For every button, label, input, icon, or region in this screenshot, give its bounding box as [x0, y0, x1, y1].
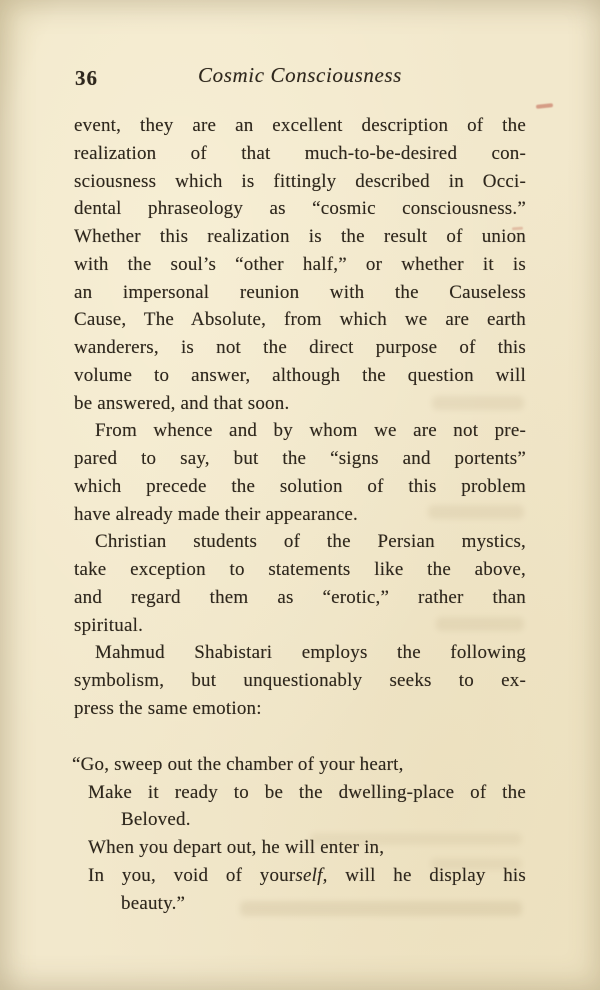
- text-line: Whether this realization is the result of union: [74, 226, 526, 247]
- poem-text: beauty.”: [121, 892, 186, 914]
- text-line: From whence and by whom we are not pre-: [95, 420, 526, 442]
- text-line: event, they are an excellent description of the: [74, 115, 526, 136]
- poem-text: In you, void of your: [88, 864, 296, 886]
- text-line: symbolism, but unquestionably seeks to ex-: [74, 670, 526, 691]
- showthrough-artifact: [240, 901, 522, 916]
- showthrough-artifact: [428, 505, 524, 519]
- page-number: 36: [75, 66, 98, 90]
- poem-line: [72, 806, 526, 834]
- text-line: wanderers, is not the direct purpose of this: [74, 337, 526, 358]
- text-line: have already made their appearance.: [74, 503, 358, 525]
- poem-line: [72, 751, 526, 779]
- poem-line: [72, 779, 526, 807]
- showthrough-artifact: [436, 617, 524, 631]
- text-line: be answered, and that soon.: [74, 392, 290, 414]
- showthrough-artifact: [310, 833, 522, 845]
- text-line: volume to answer, although the question will: [74, 364, 526, 386]
- poem-italic-word: self,: [295, 864, 328, 886]
- running-header-title: Cosmic Consciousness: [198, 63, 402, 87]
- text-line: spiritual.: [74, 614, 144, 636]
- poem-text: Make it ready to be the dwelling-place of the: [88, 781, 526, 803]
- text-line: which precede the solution of this problem: [74, 475, 526, 497]
- running-header: [74, 63, 526, 93]
- text-line: pared to say, but the “signs and portents”: [74, 448, 526, 469]
- text-line: sciousness which is fittingly described in Occi-: [74, 170, 526, 192]
- poem-text: will he display his: [327, 864, 526, 886]
- red-ink-mark: [536, 103, 553, 109]
- poem-text: When you depart out, he will enter in,: [88, 837, 385, 859]
- text-line: Cause, The Absolute, from which we are earth: [74, 309, 526, 331]
- text-line: dental phraseology as “cosmic consciousness.”: [74, 198, 526, 220]
- text-line: Mahmud Shabistari employs the following: [95, 642, 526, 664]
- text-line: press the same emotion:: [74, 697, 262, 719]
- text-line: Christian students of the Persian mystics,: [95, 531, 526, 553]
- text-line: take exception to statements like the above,: [74, 559, 526, 580]
- poem-text: “Go, sweep out the chamber of your heart,: [72, 754, 404, 775]
- showthrough-artifact: [430, 858, 522, 870]
- text-line: with the soul’s “other half,” or whether it is: [74, 253, 526, 275]
- text-line: an impersonal reunion with the Causeless: [74, 281, 526, 303]
- text-line: and regard them as “erotic,” rather than: [74, 586, 526, 608]
- showthrough-artifact: [432, 396, 524, 410]
- poem-text: Beloved.: [121, 809, 191, 831]
- text-line: realization of that much-to-be-desired con-: [74, 142, 526, 164]
